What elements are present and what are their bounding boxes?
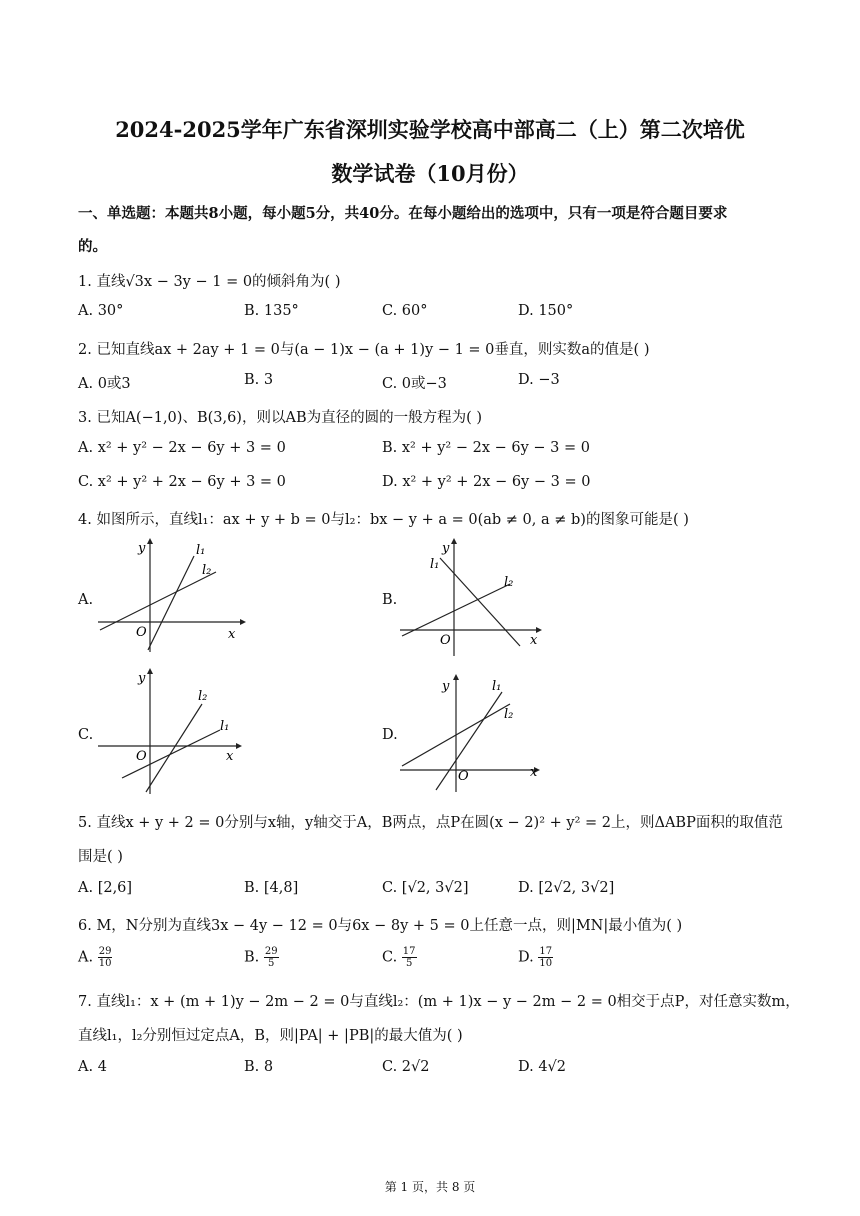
q5-option-a: A. [2,6] bbox=[78, 880, 133, 896]
q5-option-b: B. [4,8] bbox=[244, 880, 299, 896]
q4-option-d: D. bbox=[382, 727, 398, 743]
y-arrow-icon bbox=[451, 538, 457, 544]
line-l2-label: l₂ bbox=[198, 689, 208, 704]
origin-label: O bbox=[136, 625, 147, 640]
section-heading-cont: 的。 bbox=[78, 238, 107, 255]
q7-option-d: D. 4√2 bbox=[518, 1059, 567, 1075]
question-5-stem-cont: 围是( ) bbox=[78, 849, 123, 865]
axis-y-label: y bbox=[442, 541, 450, 556]
q5-option-c: C. [√2, 3√2] bbox=[382, 880, 469, 896]
axis-y-label: y bbox=[138, 671, 146, 686]
line-l2-label: l₂ bbox=[504, 707, 514, 722]
title-line-1: 2024-2025学年广东省深圳实验学校高中部高二（上）第二次培优 bbox=[115, 117, 745, 142]
question-7-stem-cont: 直线l₁，l₂分别恒过定点A，B，则|PA| + |PB|的最大值为( ) bbox=[78, 1028, 463, 1044]
q7-option-a: A. 4 bbox=[78, 1059, 107, 1075]
section-heading: 一、单选题：本题共8小题，每小题5分，共40分。在每小题给出的选项中，只有一项是符合题目要求 bbox=[78, 205, 728, 222]
question-2-stem: 2. 已知直线ax + 2ay + 1 = 0与(a − 1)x − (a + 1)y − 1 = 0垂直，则实数a的值是( ) bbox=[78, 342, 650, 358]
line-l2-label: l₂ bbox=[202, 563, 212, 578]
q4-option-a: A. bbox=[78, 592, 94, 608]
question-6-stem: 6. M，N分别为直线3x − 4y − 12 = 0与6x − 8y + 5 = 0上任意一点，则|MN|最小值为( ) bbox=[78, 918, 683, 934]
q1-option-c: C. 60° bbox=[382, 303, 428, 319]
origin-label: O bbox=[136, 749, 147, 764]
q3-option-a: A. x² + y² − 2x − 6y + 3 = 0 bbox=[78, 440, 286, 456]
line-l1-label: l₁ bbox=[492, 679, 502, 694]
q2-option-a: A. 0或3 bbox=[78, 376, 131, 392]
question-4-stem: 4. 如图所示，直线l₁：ax + y + b = 0与l₂：bx − y + a = 0(ab ≠ 0, a ≠ b)的图象可能是( ) bbox=[78, 512, 689, 528]
origin-label: O bbox=[440, 633, 451, 648]
q7-option-c: C. 2√2 bbox=[382, 1059, 430, 1075]
axis-y-label: y bbox=[442, 679, 450, 694]
q5-option-d: D. [2√2, 3√2] bbox=[518, 880, 615, 896]
axis-y-label: y bbox=[138, 541, 146, 556]
page-footer: 第 1 页，共 8 页 bbox=[384, 1180, 476, 1194]
q3-option-b: B. x² + y² − 2x − 6y − 3 = 0 bbox=[382, 440, 590, 456]
line-l2-label: l₂ bbox=[504, 575, 514, 590]
q1-option-a: A. 30° bbox=[78, 303, 124, 319]
y-arrow-icon bbox=[147, 538, 153, 544]
y-arrow-icon bbox=[453, 674, 459, 680]
origin-label: O bbox=[458, 769, 469, 784]
title-line-2: 数学试卷（10月份） bbox=[331, 161, 529, 186]
q1-option-b: B. 135° bbox=[244, 303, 299, 319]
question-1-stem: 1. 直线√3x − 3y − 1 = 0的倾斜角为( ) bbox=[78, 274, 341, 290]
x-arrow-icon bbox=[236, 743, 242, 749]
q2-option-c: C. 0或−3 bbox=[382, 376, 447, 392]
q2-option-d: D. −3 bbox=[518, 372, 560, 388]
q4-option-c: C. bbox=[78, 727, 94, 743]
y-arrow-icon bbox=[147, 668, 153, 674]
axis-x-label: x bbox=[530, 633, 538, 648]
question-3-stem: 3. 已知A(−1,0)、B(3,6)，则以AB为直径的圆的一般方程为( ) bbox=[78, 410, 483, 426]
q6-option-b: B. $\frac{29}{5}$ bbox=[244, 946, 278, 969]
axis-x-label: x bbox=[228, 627, 236, 642]
line-l1-label: l₁ bbox=[220, 719, 230, 734]
q6-option-d: D. $\frac{17}{10}$ bbox=[518, 946, 553, 969]
q2-option-b: B. 3 bbox=[244, 372, 274, 388]
q6-option-c: C. $\frac{17}{5}$ bbox=[382, 946, 416, 969]
q4-graph-d bbox=[398, 672, 558, 796]
question-5-stem: 5. 直线x + y + 2 = 0分别与x轴，y轴交于A，B两点，点P在圆(x − 2)² + y² = 2上，则ΔABP面积的取值范 bbox=[78, 815, 783, 831]
x-arrow-icon bbox=[240, 619, 246, 625]
q4-graph-a bbox=[94, 538, 254, 658]
q3-option-d: D. x² + y² + 2x − 6y − 3 = 0 bbox=[382, 474, 591, 490]
q1-option-d: D. 150° bbox=[518, 303, 574, 319]
q7-option-b: B. 8 bbox=[244, 1059, 274, 1075]
line-l1-label: l₁ bbox=[430, 557, 440, 572]
axis-x-label: x bbox=[530, 765, 538, 780]
axis-x-label: x bbox=[226, 749, 234, 764]
q6-option-a: A. $\frac{29}{10}$ bbox=[78, 946, 112, 969]
q4-graph-c bbox=[94, 668, 254, 798]
line-l1-label: l₁ bbox=[196, 543, 206, 558]
question-7-stem: 7. 直线l₁：x + (m + 1)y − 2m − 2 = 0与直线l₂：(m + 1)x − y − 2m − 2 = 0相交于点P，对任意实数m， bbox=[78, 994, 800, 1010]
q4-option-b: B. bbox=[382, 592, 398, 608]
q4-graph-b bbox=[398, 538, 558, 660]
q3-option-c: C. x² + y² + 2x − 6y + 3 = 0 bbox=[78, 474, 286, 490]
